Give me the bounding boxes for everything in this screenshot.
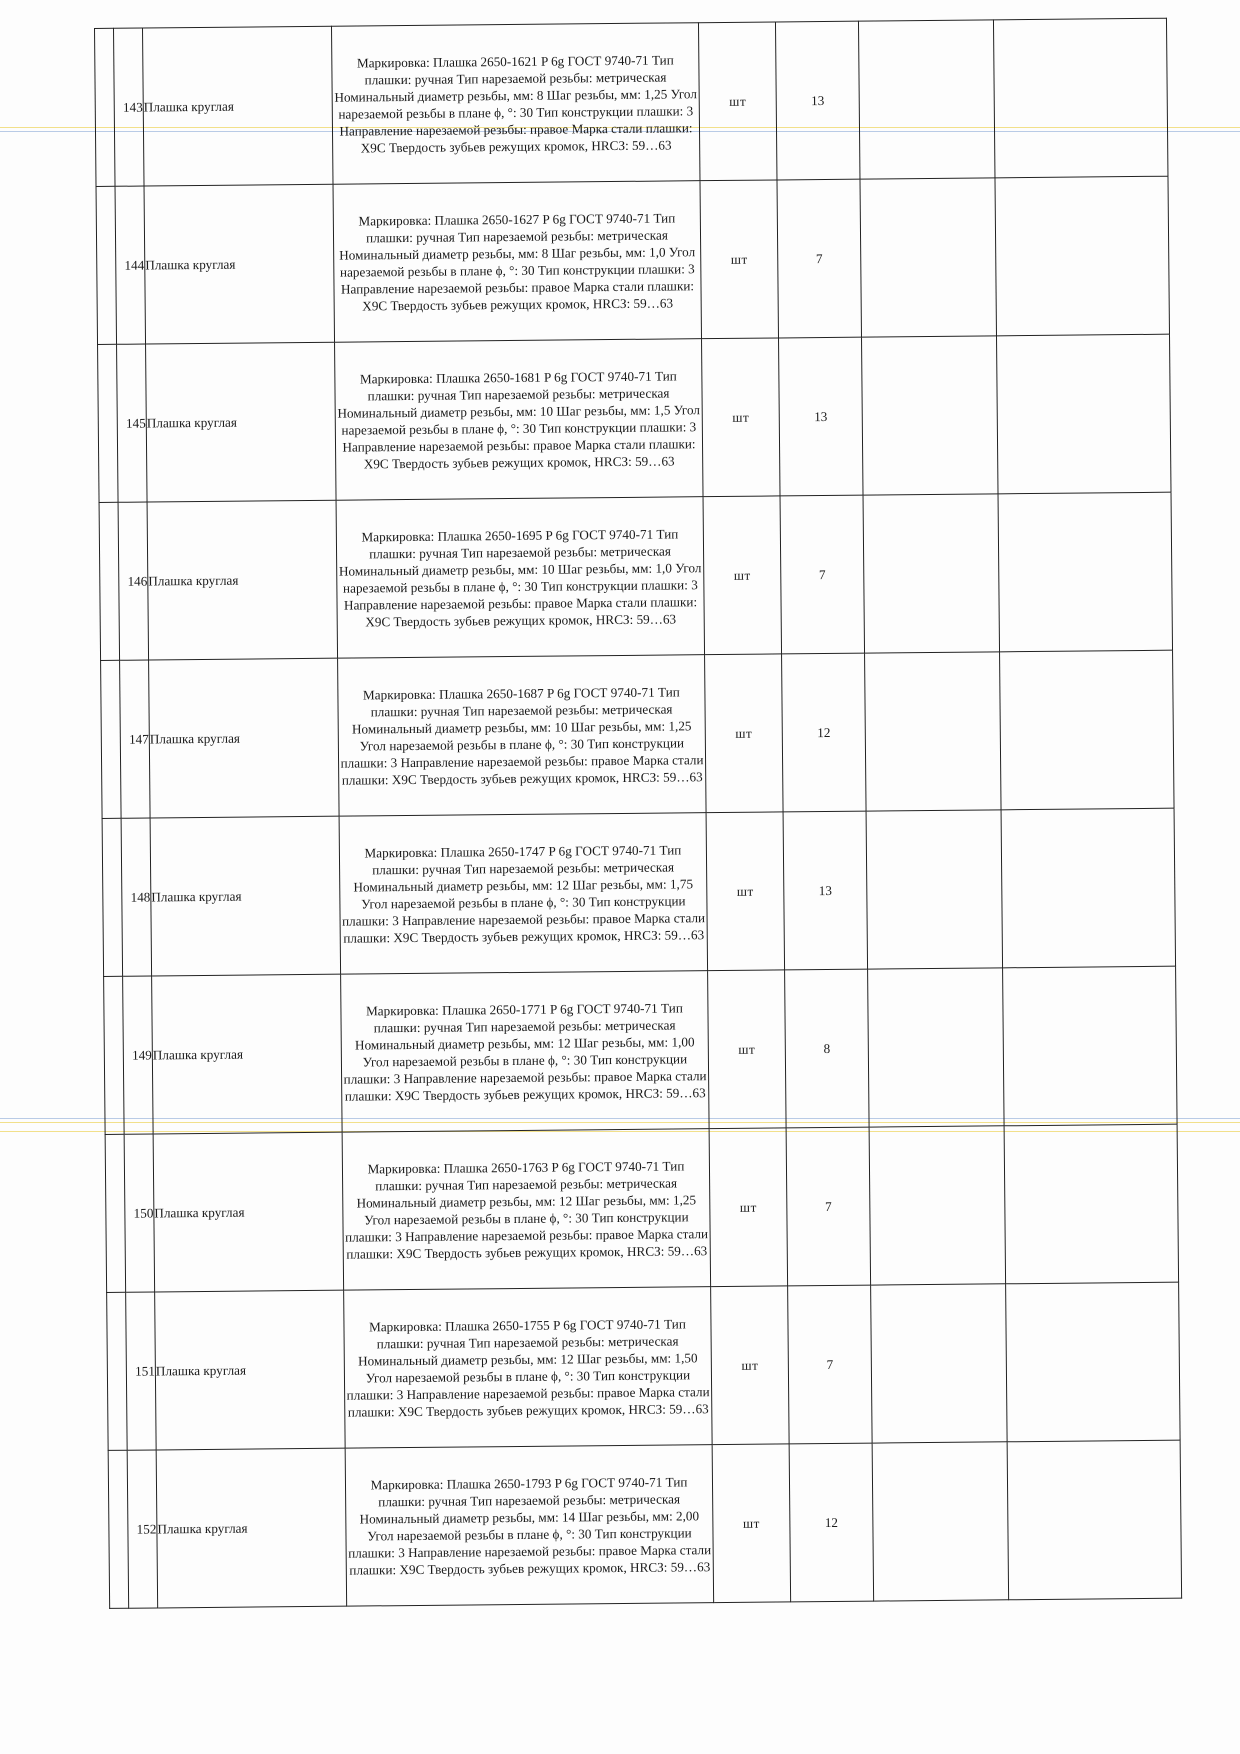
item-name: Плашка круглая: [155, 1290, 346, 1450]
table-row: [98, 334, 1171, 502]
row-blank-cell: [102, 818, 123, 976]
item-number: 146: [118, 502, 149, 660]
item-number: 149: [123, 976, 154, 1134]
item-number: 152: [127, 1450, 158, 1608]
item-name: Плашка круглая: [149, 658, 340, 818]
item-name: Плашка круглая: [143, 26, 334, 186]
item-description: Маркировка: Плашка 2650-1755 P 6g ГОСТ 9740-71 Тип плашки: ручная Тип нарезаемой резьбы: метрическая Номинальный диаметр резьбы, мм: 12 Шаг резьбы, мм: 1,50 Угол нарезаемой резьбы в плане ϕ, °: 30 Тип конструкции плашки: 3 Направление нарезаемой резьбы: правое Марка стали плашки: Х9С Твердость зубьев режущих кромок, HRCЗ: 59…63: [344, 1287, 712, 1449]
row-blank-cell: [99, 502, 120, 660]
empty-cell: [1003, 966, 1178, 1126]
empty-cell: [1001, 808, 1176, 968]
row-blank-cell: [98, 344, 119, 502]
empty-cell: [1000, 650, 1175, 810]
empty-cell: [996, 334, 1171, 494]
item-number: 148: [121, 818, 152, 976]
item-unit: шт: [708, 970, 787, 1129]
empty-cell: [872, 1442, 1009, 1601]
item-unit: шт: [705, 654, 784, 813]
item-quantity: 13: [783, 811, 868, 970]
row-blank-cell: [95, 28, 116, 186]
table-row: [105, 1124, 1178, 1292]
item-description: Маркировка: Плашка 2650-1695 P 6g ГОСТ 9740-71 Тип плашки: ручная Тип нарезаемой резьбы: метрическая Номинальный диаметр резьбы, мм: 10 Шаг резьбы, мм: 1,0 Угол нарезаемой резьбы в плане ϕ, °: 30 Тип конструкции плашки: 3 Направление нарезаемой резьбы: правое Марка стали плашки: Х9С Твердость зубьев режущих кромок, HRCЗ: 59…63: [336, 497, 704, 659]
item-number: 151: [126, 1292, 157, 1450]
item-unit: шт: [712, 1444, 791, 1603]
empty-cell: [869, 1126, 1006, 1285]
item-number: 144: [115, 186, 146, 344]
item-unit: шт: [711, 1286, 790, 1445]
row-blank-cell: [96, 186, 117, 344]
item-unit: шт: [700, 180, 779, 339]
item-quantity: 8: [785, 969, 870, 1128]
empty-cell: [860, 178, 997, 337]
item-quantity: 7: [780, 495, 865, 654]
item-name: Плашка круглая: [156, 1448, 347, 1608]
item-number: 147: [120, 660, 151, 818]
item-description: Маркировка: Плашка 2650-1681 P 6g ГОСТ 9740-71 Тип плашки: ручная Тип нарезаемой резьбы: метрическая Номинальный диаметр резьбы, мм: 10 Шаг резьбы, мм: 1,5 Угол нарезаемой резьбы в плане ϕ, °: 30 Тип конструкции плашки: 3 Направление нарезаемой резьбы: правое Марка стали плашки: Х9С Твердость зубьев режущих кромок, HRCЗ: 59…63: [335, 339, 703, 501]
item-unit: шт: [702, 338, 781, 497]
empty-cell: [868, 968, 1005, 1127]
item-number: 143: [114, 28, 145, 186]
specification-table: [94, 18, 1182, 1609]
item-name: Плашка круглая: [144, 184, 335, 344]
item-name: Плашка круглая: [146, 342, 337, 502]
item-name: Плашка круглая: [153, 1132, 344, 1292]
item-unit: шт: [698, 22, 777, 181]
empty-cell: [858, 20, 995, 179]
item-quantity: 12: [782, 653, 867, 812]
item-unit: шт: [706, 812, 785, 971]
row-blank-cell: [108, 1450, 129, 1608]
item-description: Маркировка: Плашка 2650-1621 P 6g ГОСТ 9740-71 Тип плашки: ручная Тип нарезаемой резьбы: метрическая Номинальный диаметр резьбы, мм: 8 Шаг резьбы, мм: 1,25 Угол нарезаемой резьбы в плане ϕ, °: 30 Тип конструкции плашки: 3 Направление нарезаемой резьбы: правое Марка стали плашки: Х9С Твердость зубьев режущих кромок, HRCЗ: 59…63: [331, 23, 699, 185]
item-number: 150: [124, 1134, 155, 1292]
specification-sheet: [94, 18, 1173, 1609]
item-description: Маркировка: Плашка 2650-1793 P 6g ГОСТ 9740-71 Тип плашки: ручная Тип нарезаемой резьбы: метрическая Номинальный диаметр резьбы, мм: 14 Шаг резьбы, мм: 2,00 Угол нарезаемой резьбы в плане ϕ, °: 30 Тип конструкции плашки: 3 Направление нарезаемой резьбы: правое Марка стали плашки: Х9С Твердость зубьев режущих кромок, HRCЗ: 59…63: [345, 1445, 713, 1607]
empty-cell: [866, 810, 1003, 969]
item-quantity: 12: [789, 1443, 874, 1602]
item-unit: шт: [709, 1128, 788, 1287]
item-description: Маркировка: Плашка 2650-1627 P 6g ГОСТ 9740-71 Тип плашки: ручная Тип нарезаемой резьбы: метрическая Номинальный диаметр резьбы, мм: 8 Шаг резьбы, мм: 1,0 Угол нарезаемой резьбы в плане ϕ, °: 30 Тип конструкции плашки: 3 Направление нарезаемой резьбы: правое Марка стали плашки: Х9С Твердость зубьев режущих кромок, HRCЗ: 59…63: [333, 181, 701, 343]
item-name: Плашка круглая: [147, 500, 338, 660]
table-row: [102, 808, 1175, 976]
empty-cell: [1007, 1440, 1182, 1600]
table-row: [101, 650, 1174, 818]
item-description: Маркировка: Плашка 2650-1747 P 6g ГОСТ 9740-71 Тип плашки: ручная Тип нарезаемой резьбы: метрическая Номинальный диаметр резьбы, мм: 12 Шаг резьбы, мм: 1,75 Угол нарезаемой резьбы в плане ϕ, °: 30 Тип конструкции плашки: 3 Направление нарезаемой резьбы: правое Марка стали плашки: Х9С Твердость зубьев режущих кромок, HRCЗ: 59…63: [339, 813, 707, 975]
table-row: [104, 966, 1177, 1134]
item-description: Маркировка: Плашка 2650-1763 P 6g ГОСТ 9740-71 Тип плашки: ручная Тип нарезаемой резьбы: метрическая Номинальный диаметр резьбы, мм: 12 Шаг резьбы, мм: 1,25 Угол нарезаемой резьбы в плане ϕ, °: 30 Тип конструкции плашки: 3 Направление нарезаемой резьбы: правое Марка стали плашки: Х9С Твердость зубьев режущих кромок, HRCЗ: 59…63: [342, 1129, 710, 1291]
table-row: [96, 176, 1169, 344]
row-blank-cell: [107, 1292, 128, 1450]
item-description: Маркировка: Плашка 2650-1687 P 6g ГОСТ 9740-71 Тип плашки: ручная Тип нарезаемой резьбы: метрическая Номинальный диаметр резьбы, мм: 10 Шаг резьбы, мм: 1,25 Угол нарезаемой резьбы в плане ϕ, °: 30 Тип конструкции плашки: 3 Направление нарезаемой резьбы: правое Марка стали плашки: Х9С Твердость зубьев режущих кромок, HRCЗ: 59…63: [338, 655, 706, 817]
empty-cell: [995, 176, 1170, 336]
item-name: Плашка круглая: [152, 974, 343, 1134]
table-row: [99, 492, 1172, 660]
table-row: [95, 18, 1168, 186]
item-quantity: 7: [777, 179, 862, 338]
empty-cell: [993, 18, 1168, 178]
item-quantity: 13: [779, 337, 864, 496]
specification-table-body: [95, 18, 1182, 1608]
empty-cell: [1006, 1282, 1181, 1442]
empty-cell: [863, 494, 1000, 653]
empty-cell: [862, 336, 999, 495]
table-row: [107, 1282, 1180, 1450]
item-number: 145: [117, 344, 148, 502]
item-name: Плашка круглая: [150, 816, 341, 976]
item-quantity: 7: [786, 1127, 871, 1286]
item-unit: шт: [703, 496, 782, 655]
empty-cell: [998, 492, 1173, 652]
table-row: [108, 1440, 1181, 1608]
empty-cell: [871, 1284, 1008, 1443]
empty-cell: [865, 652, 1002, 811]
item-quantity: 13: [775, 21, 860, 180]
row-blank-cell: [105, 1134, 126, 1292]
row-blank-cell: [104, 976, 125, 1134]
empty-cell: [1004, 1124, 1179, 1284]
item-quantity: 7: [788, 1285, 873, 1444]
row-blank-cell: [101, 660, 122, 818]
item-description: Маркировка: Плашка 2650-1771 P 6g ГОСТ 9740-71 Тип плашки: ручная Тип нарезаемой резьбы: метрическая Номинальный диаметр резьбы, мм: 12 Шаг резьбы, мм: 1,00 Угол нарезаемой резьбы в плане ϕ, °: 30 Тип конструкции плашки: 3 Направление нарезаемой резьбы: правое Марка стали плашки: Х9С Твердость зубьев режущих кромок, HRCЗ: 59…63: [341, 971, 709, 1133]
